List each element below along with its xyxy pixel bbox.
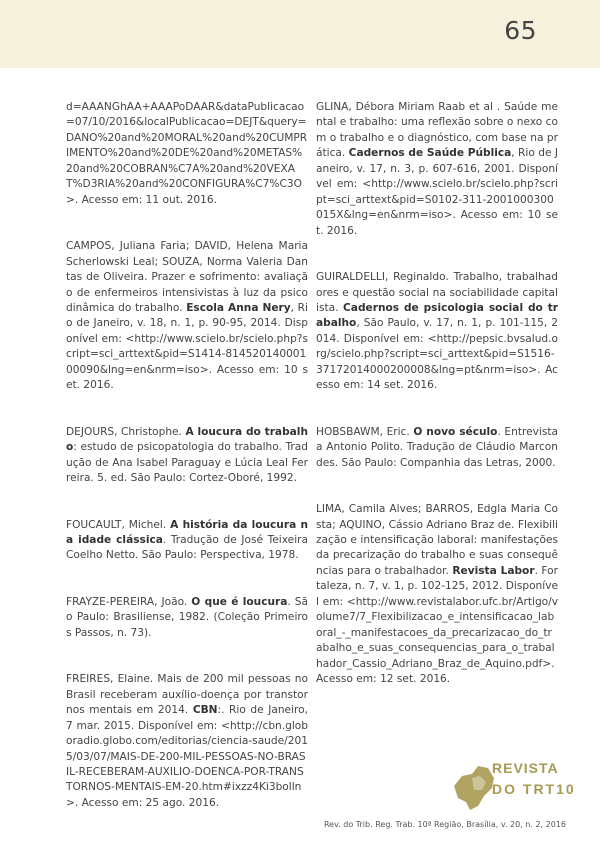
reference-entry: HOBSBAWM, Eric. O novo século. Entrevista a Antonio Polito. Tradução de Cláudio Marcondes. São Paulo: Companhia das Letras, 2000. [316,425,558,469]
reference-entry: d=AAANGhAA+AAAPoDAAR&dataPublicacao=07/10/2016&localPublicacao=DEJT&query=DANO%20and%20MORAL%20and%20CUMPRIMENTO%20and%20DE%20and%20METAS%20and%20COBRAN%C7A%20and%20VEXAT%D3RIA%20and%20CONFIGURA%C7%C3O>. Acesso em: 11 out. 2016. [66,101,308,206]
reference-entry: FRAYZE-PEREIRA, João. O que é loucura. São Paulo: Brasiliense, 1982. (Coleção Primeiros Passos, n. 73). [66,595,308,639]
reference-title: CBN [192,704,218,717]
logo-text-line1: REVISTA [492,760,559,776]
reference-title: Revista Labor [452,564,535,577]
reference-entry: LIMA, Camila Alves; BARROS, Edgla Maria Costa; AQUINO, Cássio Adriano Braz de. Flexibilização e intensificação laboral: manifestações da precarização do trabalho e suas consequências para o trabalhador. Revista Labor. Fortaleza, n. 7, v. 1, p. 102-125, 2012. Disponível em: <http://www.revistalabor.ufc.br/Artigo/volume7/7_Flexibilizacao_e_intensificacao_laboral_-_manifestacoes_da_precarizacao_do_trabalho_e_suas_consequencias_para_o_trabalhador_Cassio_Adriano_Braz_de_Aquino.pdf>. Acesso em: 12 set. 2016. [316,503,558,686]
reference-entry: GLINA, Débora Miriam Raab et al . Saúde mental e trabalho: uma reflexão sobre o nexo com o trabalho e o diagnóstico, com base na prática. Cadernos de Saúde Pública, Rio de Janeiro, v. 17, n. 3, p. 607-616, 2001. Disponível em: <http://www.scielo.br/scielo.php?script=sci_arttext&pid=S0102-311-2001000300015X&lng=en&nrm=iso>. Acesso em: 10 set. 2016. [316,101,558,237]
footer-citation: Rev. do Trib. Reg. Trab. 10ª Região, Brasília, v. 20, n. 2, 2016 [323,820,566,829]
reference-title: O que é loucura [191,595,288,608]
reference-title: A loucura do trabalho [66,425,308,454]
reference-title: A história da loucura na idade clássica [66,518,308,546]
reference-entry: FOUCAULT, Michel. A história da loucura na idade clássica. Tradução de José Teixeira Coelho Netto. São Paulo: Perspectiva, 1978. [66,518,308,562]
logo-text-line2: DO TRT10 [492,781,576,797]
reference-title: O novo século [413,425,498,438]
reference-title: Cadernos de Saúde Pública [348,147,512,160]
reference-entry: DEJOURS, Christophe. A loucura do trabalho: estudo de psicopatologia do trabalho. Tradução de Ana Isabel Paraguay e Lúcia Leal Ferreira. 5. ed. São Paulo: Cortez-Oboré, 1992. [66,425,308,485]
reference-title: Escola Anna Nery [186,301,291,314]
reference-entry: CAMPOS, Juliana Faria; DAVID, Helena Maria Scherlowski Leal; SOUZA, Norma Valeria Dantas de Oliveira. Prazer e sofrimento: avaliação de enfermeiros intensivistas à luz da psicodinâmica do trabalho. Escola Anna Nery, Rio de Janeiro, v. 18, n. 1, p. 90-95, 2014. Disponível em: <http://www.scielo.br/scielo.php?script=sci_arttext&pid=S1414-81452014000100090&lng=en&nrm=iso>. Acesso em: 10 set. 2016. [66,240,308,392]
page-number: 65 [504,16,537,45]
reference-entry: FREIRES, Elaine. Mais de 200 mil pessoas no Brasil receberam auxílio-doença por transtornos mentais em 2014. CBN:. Rio de Janeiro, 7 mar. 2015. Disponível em: <http://cbn.globoradio.globo.com/editorias/ciencia-saude/2015/03/07/MAIS-DE-200-MIL-PESSOAS-NO-BRASIL-RECEBERAM-AUXILIO-DOENCA-POR-TRANSTORNOS-MENTAIS-EM-20.htm#ixzz4Ki3bolln>. Acesso em: 25 ago. 2016. [66,673,308,809]
reference-entry: GUIRALDELLI, Reginaldo. Trabalho, trabalhadores e questão social na sociabilidade capitalista. Cadernos de psicologia social do trabalho, São Paulo, v. 17, n. 1, p. 101-115, 2014. Disponível em: <http://pepsic.bvsalud.org/scielo.php?script=sci_arttext&pid=S1516-37172014000200008&lng=pt&nrm=iso>. Acesso em: 14 set. 2016. [316,271,558,392]
reference-title: Cadernos de psicologia social do trabalho [316,301,558,330]
references-left-column [66,100,308,842]
references-right-column [316,100,558,719]
